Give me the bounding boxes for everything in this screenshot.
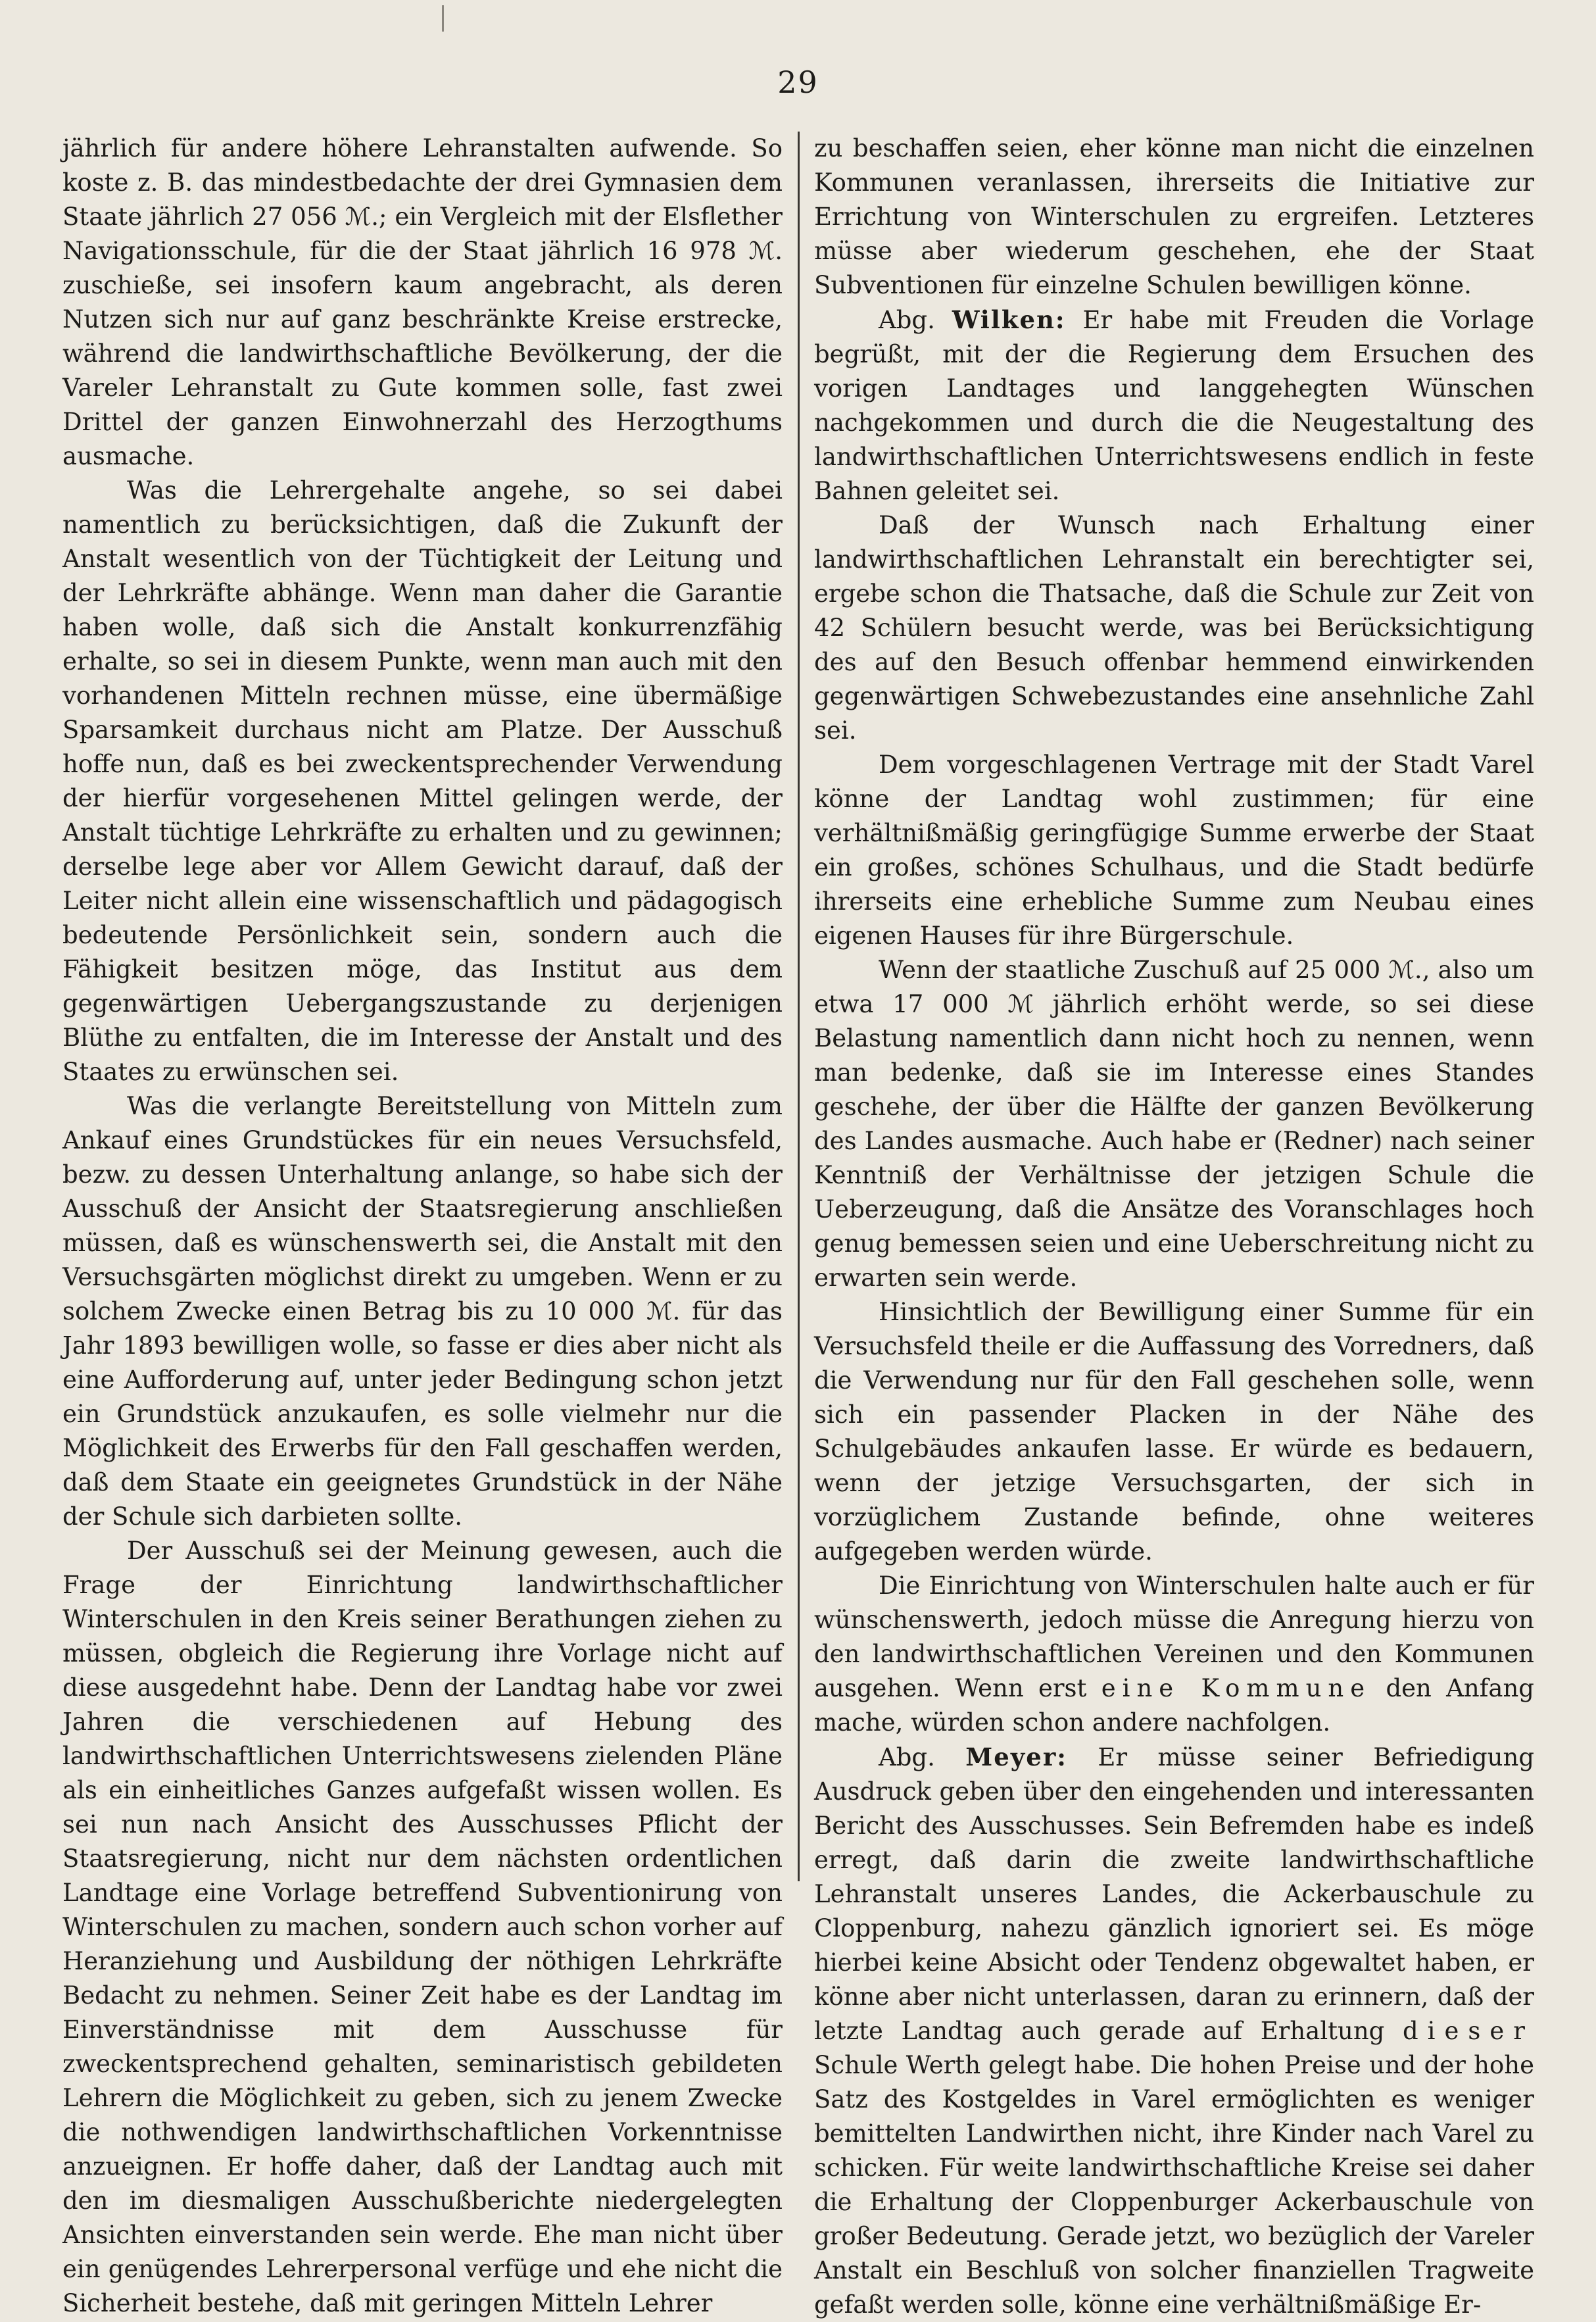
paragraph (814, 303, 1534, 508)
speaker-name: Wilken: (952, 305, 1066, 334)
paragraph (814, 1569, 1534, 1740)
speaker-prefix: Abg. (879, 306, 935, 334)
paragraph: Wenn der staatliche Zuschuß auf 25 000 ℳ., also um etwa 17 000 ℳ jährlich erhöht werde, so sei diese Belastung namentlich dann nicht hoch zu nennen, wenn man bedenke, daß sie im Interesse eines Standes geschehe, der über die Hälfte der ganzen Bevölkerung des Landes ausmache. Auch habe er (Redner) nach seiner Kenntniß der Verhältnisse der jetzigen Schule die Ueberzeugung, daß die Ansätze des Voranschlages hoch genug bemessen seien und eine Ueberschreitung nicht zu erwarten sein werde. (814, 956, 1534, 1292)
emphasized-text: dieser (1403, 2017, 1534, 2045)
paragraph: Dem vorgeschlagenen Vertrage mit der Stadt Varel könne der Landtag wohl zustimmen; für eine verhältnißmäßig geringfügige Summe erwerbe der Staat ein großes, schönes Schulhaus, und die Stadt bedürfe ihrerseits eine erhebliche Summe zum Neubau eines eigenen Hauses für ihre Bürgerschule. (814, 751, 1534, 950)
paragraph: Hinsichtlich der Bewilligung einer Summe für ein Versuchsfeld theile er die Auffassung des Vorredners, daß die Verwendung nur für den Fall geschehen solle, wenn sich ein passender Placken in der Nähe des Schulgebäudes ankaufen lasse. Er würde es bedauern, wenn der jetzige Versuchsgarten, der sich in vorzüglichem Zustande befinde, ohne weiteres aufgegeben werden würde. (814, 1298, 1534, 1566)
paragraph (814, 1740, 1534, 2322)
paragraph-text: Er habe mit Freuden die Vorlage begrüßt, mit der die Regierung dem Ersuchen des vorigen Landtages und langgehegten Wünschen nachgekommen und durch die die Neugestaltung des landwirthschaftlichen Unterrichtswesens endlich in feste Bahnen geleitet sei. (814, 306, 1534, 505)
paragraph: zu beschaffen seien, eher könne man nicht die einzelnen Kommunen veranlassen, ihrerseits die Initiative zur Errichtung von Winterschulen zu ergreifen. Letzteres müsse aber wiederum geschehen, ehe der Staat Subventionen für einzelne Schulen bewilligen könne. (814, 134, 1534, 299)
left-column (62, 132, 783, 2321)
page-number: 29 (777, 64, 819, 100)
paragraph: Daß der Wunsch nach Erhaltung einer landwirthschaftlichen Lehranstalt ein berechtigter sei, ergebe schon die Thatsache, daß die Schule zur Zeit von 42 Schülern besucht werde, was bei Berücksichtigung des auf den Besuch offenbar hemmend einwirkenden gegenwärtigen Schwebezustandes eine ansehnliche Zahl sei. (814, 511, 1534, 745)
speaker-prefix: Abg. (879, 1743, 935, 1771)
emphasized-text: eine Kommune (1101, 1674, 1372, 1702)
paragraph-text: Die Einrichtung von Winterschulen halte auch er für wünschenswerth, jedoch müsse die Anregung hierzu von den landwirthschaftlichen Vereinen und den Kommunen ausgehen. Wenn erst (814, 1571, 1534, 1702)
paragraph-text: Er müsse seiner Befriedigung Ausdruck geben über den eingehenden und interessanten Bericht des Ausschusses. Sein Befremden habe es indeß erregt, daß darin die zweite landwirthschaftliche Lehranstalt unseres Landes, die Ackerbauschule zu Cloppenburg, nahezu gänzlich ignoriert sei. Es möge hierbei keine Absicht oder Tendenz obgewaltet haben, er könne aber nicht unterlassen, daran zu erinnern, daß der letzte Landtag auch gerade auf Erhaltung (814, 1743, 1534, 2045)
speaker-name: Meyer: (965, 1742, 1067, 1771)
right-column (814, 132, 1534, 2322)
paragraph: Was die verlangte Bereitstellung von Mitteln zum Ankauf eines Grundstückes für ein neues Versuchsfeld, bezw. zu dessen Unterhaltung anlange, so habe sich der Ausschuß der Ansicht der Staatsregierung anschließen müssen, daß es wünschenswerth sei, die Anstalt mit den Versuchsgärten möglichst direkt zu umgeben. Wenn er zu solchem Zwecke einen Betrag bis zu 10 000 ℳ. für das Jahr 1893 bewilligen wolle, so fasse er dies aber nicht als eine Aufforderung auf, unter jeder Bedingung schon jetzt ein Grundstück anzukaufen, es solle vielmehr nur die Möglichkeit des Erwerbs für den Fall geschaffen werden, daß dem Staate ein geeignetes Grundstück in der Nähe der Schule sich darbieten sollte. (62, 1092, 783, 1531)
paragraph: jährlich für andere höhere Lehranstalten aufwende. So koste z. B. das mindestbedachte der drei Gymnasien dem Staate jährlich 27 056 ℳ.; ein Vergleich mit der Elsflether Navigationsschule, für die der Staat jährlich 16 978 ℳ. zuschieße, sei insofern kaum angebracht, als deren Nutzen sich nur auf ganz beschränkte Kreise erstrecke, während die landwirthschaftliche Bevölkerung, der die Vareler Lehranstalt zu Gute kommen solle, fast zwei Drittel der ganzen Einwohnerzahl des Herzogthums ausmache. (62, 134, 783, 470)
paragraph: Der Ausschuß sei der Meinung gewesen, auch die Frage der Einrichtung landwirthschaftlicher Winterschulen in den Kreis seiner Berathungen ziehen zu müssen, obgleich die Regierung ihre Vorlage nicht auf diese ausgedehnt habe. Denn der Landtag habe vor zwei Jahren die verschiedenen auf Hebung des landwirthschaftlichen Unterrichtswesens zielenden Pläne als ein einheitliches Ganzes aufgefaßt wissen wollen. Es sei nun nach Ansicht des Ausschusses Pflicht der Staatsregierung, nicht nur dem nächsten ordentlichen Landtage eine Vorlage betreffend Subventionirung von Winterschulen zu machen, sondern auch schon vorher auf Heranziehung und Ausbildung der nöthigen Lehrkräfte Bedacht zu nehmen. Seiner Zeit habe es der Landtag im Einverständnisse mit dem Ausschusse für zweckentsprechend gehalten, seminaristisch gebildeten Lehrern die Möglichkeit zu geben, sich zu jenem Zwecke die nothwendigen landwirthschaftlichen Vorkenntnisse anzueignen. Er hoffe daher, daß der Landtag auch mit den im diesmaligen Ausschußberichte niedergelegten Ansichten einverstanden sein werde. Ehe man nicht über ein genügendes Lehrerpersonal verfüge und ehe nicht die Sicherheit bestehe, daß mit geringen Mitteln Lehrer (62, 1537, 783, 2317)
column-divider (798, 132, 800, 1881)
margin-mark (442, 5, 444, 32)
paragraph: Was die Lehrergehalte angehe, so sei dabei namentlich zu berücksichtigen, daß die Zukunft der Anstalt wesentlich von der Tüchtigkeit der Leitung und der Lehrkräfte abhänge. Wenn man daher die Garantie haben wolle, daß sich die Anstalt konkurrenzfähig erhalte, so sei in diesem Punkte, wenn man auch mit den vorhandenen Mitteln rechnen müsse, eine übermäßige Sparsamkeit durchaus nicht am Platze. Der Ausschuß hoffe nun, daß es bei zweckentsprechender Verwendung der hierfür vorgesehenen Mittel gelingen werde, der Anstalt tüchtige Lehrkräfte zu erhalten und zu gewinnen; derselbe lege aber vor Allem Gewicht darauf, daß der Leiter nicht allein eine wissenschaftlich und pädagogisch bedeutende Persönlichkeit sein, sondern auch die Fähigkeit besitzen möge, das Institut aus dem gegenwärtigen Uebergangszustande zu derjenigen Blüthe zu entfalten, die im Interesse der Anstalt und des Staates zu erwünschen sei. (62, 476, 783, 1086)
paragraph-text: den Anfang mache, würden schon andere nachfolgen. (814, 1674, 1534, 1737)
paragraph-text: Schule Werth gelegt habe. Die hohen Preise und der hohe Satz des Kostgeldes in Varel ermöglichten es weniger bemittelten Landwirthen nicht, ihre Kinder nach Varel zu schicken. Für weite landwirthschaftliche Kreise sei daher die Erhaltung der Cloppenburger Ackerbauschule von großer Bedeutung. Gerade jetzt, wo bezüglich der Vareler Anstalt ein Beschluß von solcher finanziellen Tragweite gefaßt werden solle, könne eine verhältnißmäßige Er- (814, 2051, 1534, 2319)
